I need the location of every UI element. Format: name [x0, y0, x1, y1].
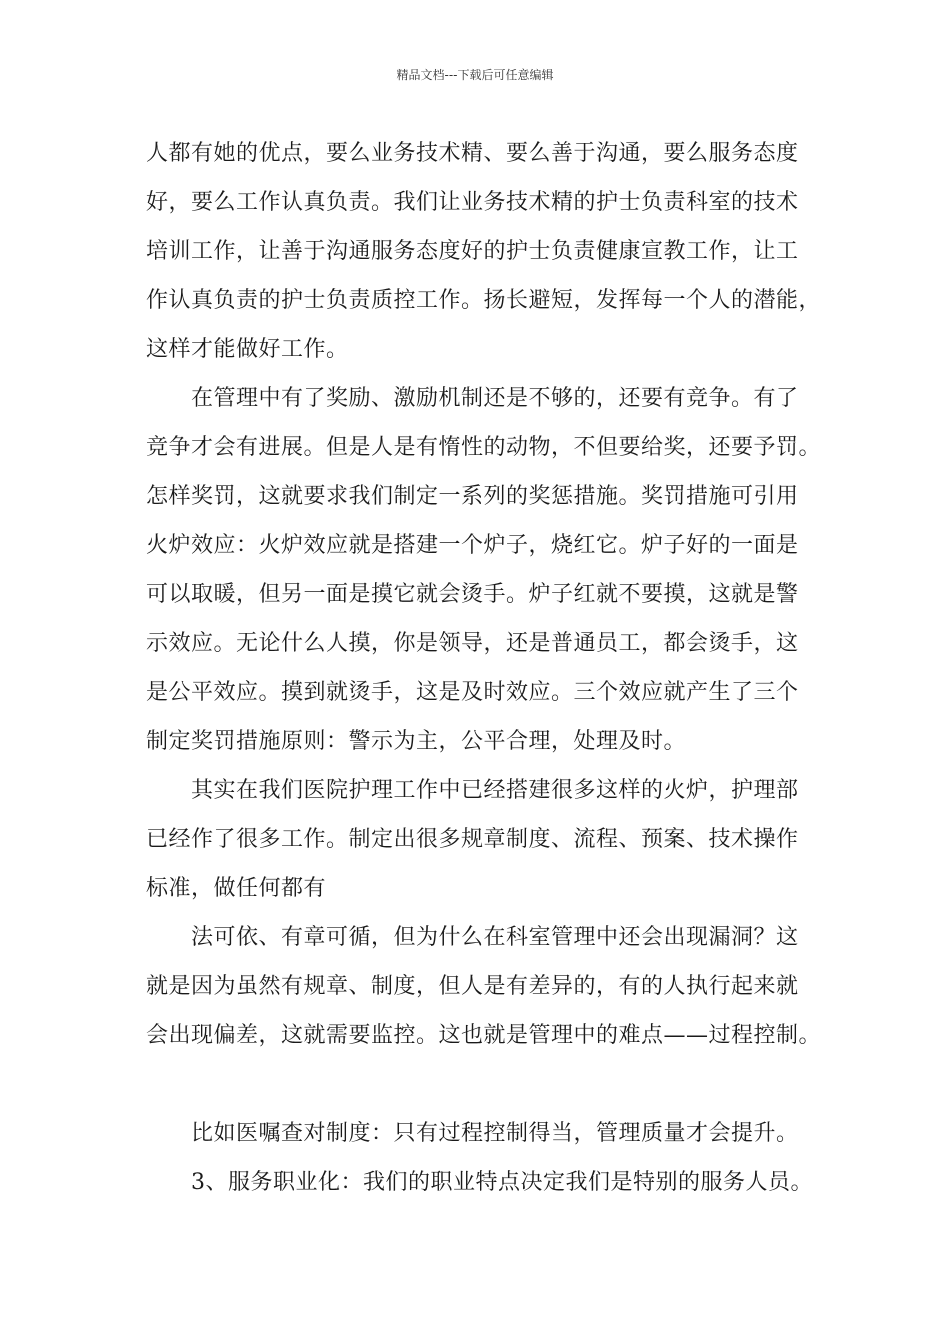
- text-line: 好，要么工作认真负责。我们让业务技术精的护士负责科室的技术: [146, 190, 799, 215]
- text-line: 怎样奖罚，这就要求我们制定一系列的奖惩措施。奖罚措施可引用: [146, 484, 799, 509]
- paragraph: [146, 913, 822, 1060]
- paragraph: [146, 129, 822, 374]
- text-line: 比如医嘱查对制度：只有过程控制得当，管理质量才会提升。: [191, 1121, 799, 1146]
- paragraph: [146, 1158, 816, 1207]
- text-line: 法可依、有章可循，但为什么在科室管理中还会出现漏洞？这: [191, 925, 799, 950]
- text-line: 已经作了很多工作。制定出很多规章制度、流程、预案、技术操作: [146, 827, 799, 852]
- text-line: 培训工作，让善于沟通服务态度好的护士负责健康宣教工作，让工: [146, 239, 799, 264]
- text-line: 在管理中有了奖励、激励机制还是不够的，还要有竞争。有了: [191, 386, 799, 411]
- paragraph: [146, 766, 816, 913]
- text-line: 就是因为虽然有规章、制度，但人是有差异的，有的人执行起来就: [146, 974, 799, 999]
- text-line: 会出现偏差，这就需要监控。这也就是管理中的难点——过程控制。: [146, 1023, 822, 1048]
- document-body: [146, 129, 822, 1207]
- paragraph-gap: [146, 1060, 816, 1109]
- text-line: 竞争才会有进展。但是人是有惰性的动物，不但要给奖，还要予罚。: [146, 435, 822, 460]
- paragraph: [146, 374, 822, 766]
- text-line: 示效应。无论什么人摸，你是领导，还是普通员工，都会烫手，这: [146, 631, 799, 656]
- text-line: 这样才能做好工作。: [146, 337, 349, 362]
- paragraph: [146, 1109, 816, 1158]
- text-line: 作认真负责的护士负责质控工作。扬长避短，发挥每一个人的潜能，: [146, 288, 822, 313]
- text-line: 是公平效应。摸到就烫手，这是及时效应。三个效应就产生了三个: [146, 680, 799, 705]
- text-line: 制定奖罚措施原则：警示为主，公平合理，处理及时。: [146, 729, 687, 754]
- page-header: 精品文档---下载后可任意编辑: [396, 68, 554, 82]
- text-line: 3、服务职业化：我们的职业特点决定我们是特别的服务人员。: [191, 1170, 813, 1195]
- text-line: 其实在我们医院护理工作中已经搭建很多这样的火炉，护理部: [191, 778, 799, 803]
- text-line: 人都有她的优点，要么业务技术精、要么善于沟通，要么服务态度: [146, 141, 799, 166]
- text-line: 标准，做任何都有: [146, 876, 327, 901]
- text-line: 火炉效应：火炉效应就是搭建一个炉子，烧红它。炉子好的一面是: [146, 533, 799, 558]
- text-line: 可以取暖，但另一面是摸它就会烫手。炉子红就不要摸，这就是警: [146, 582, 799, 607]
